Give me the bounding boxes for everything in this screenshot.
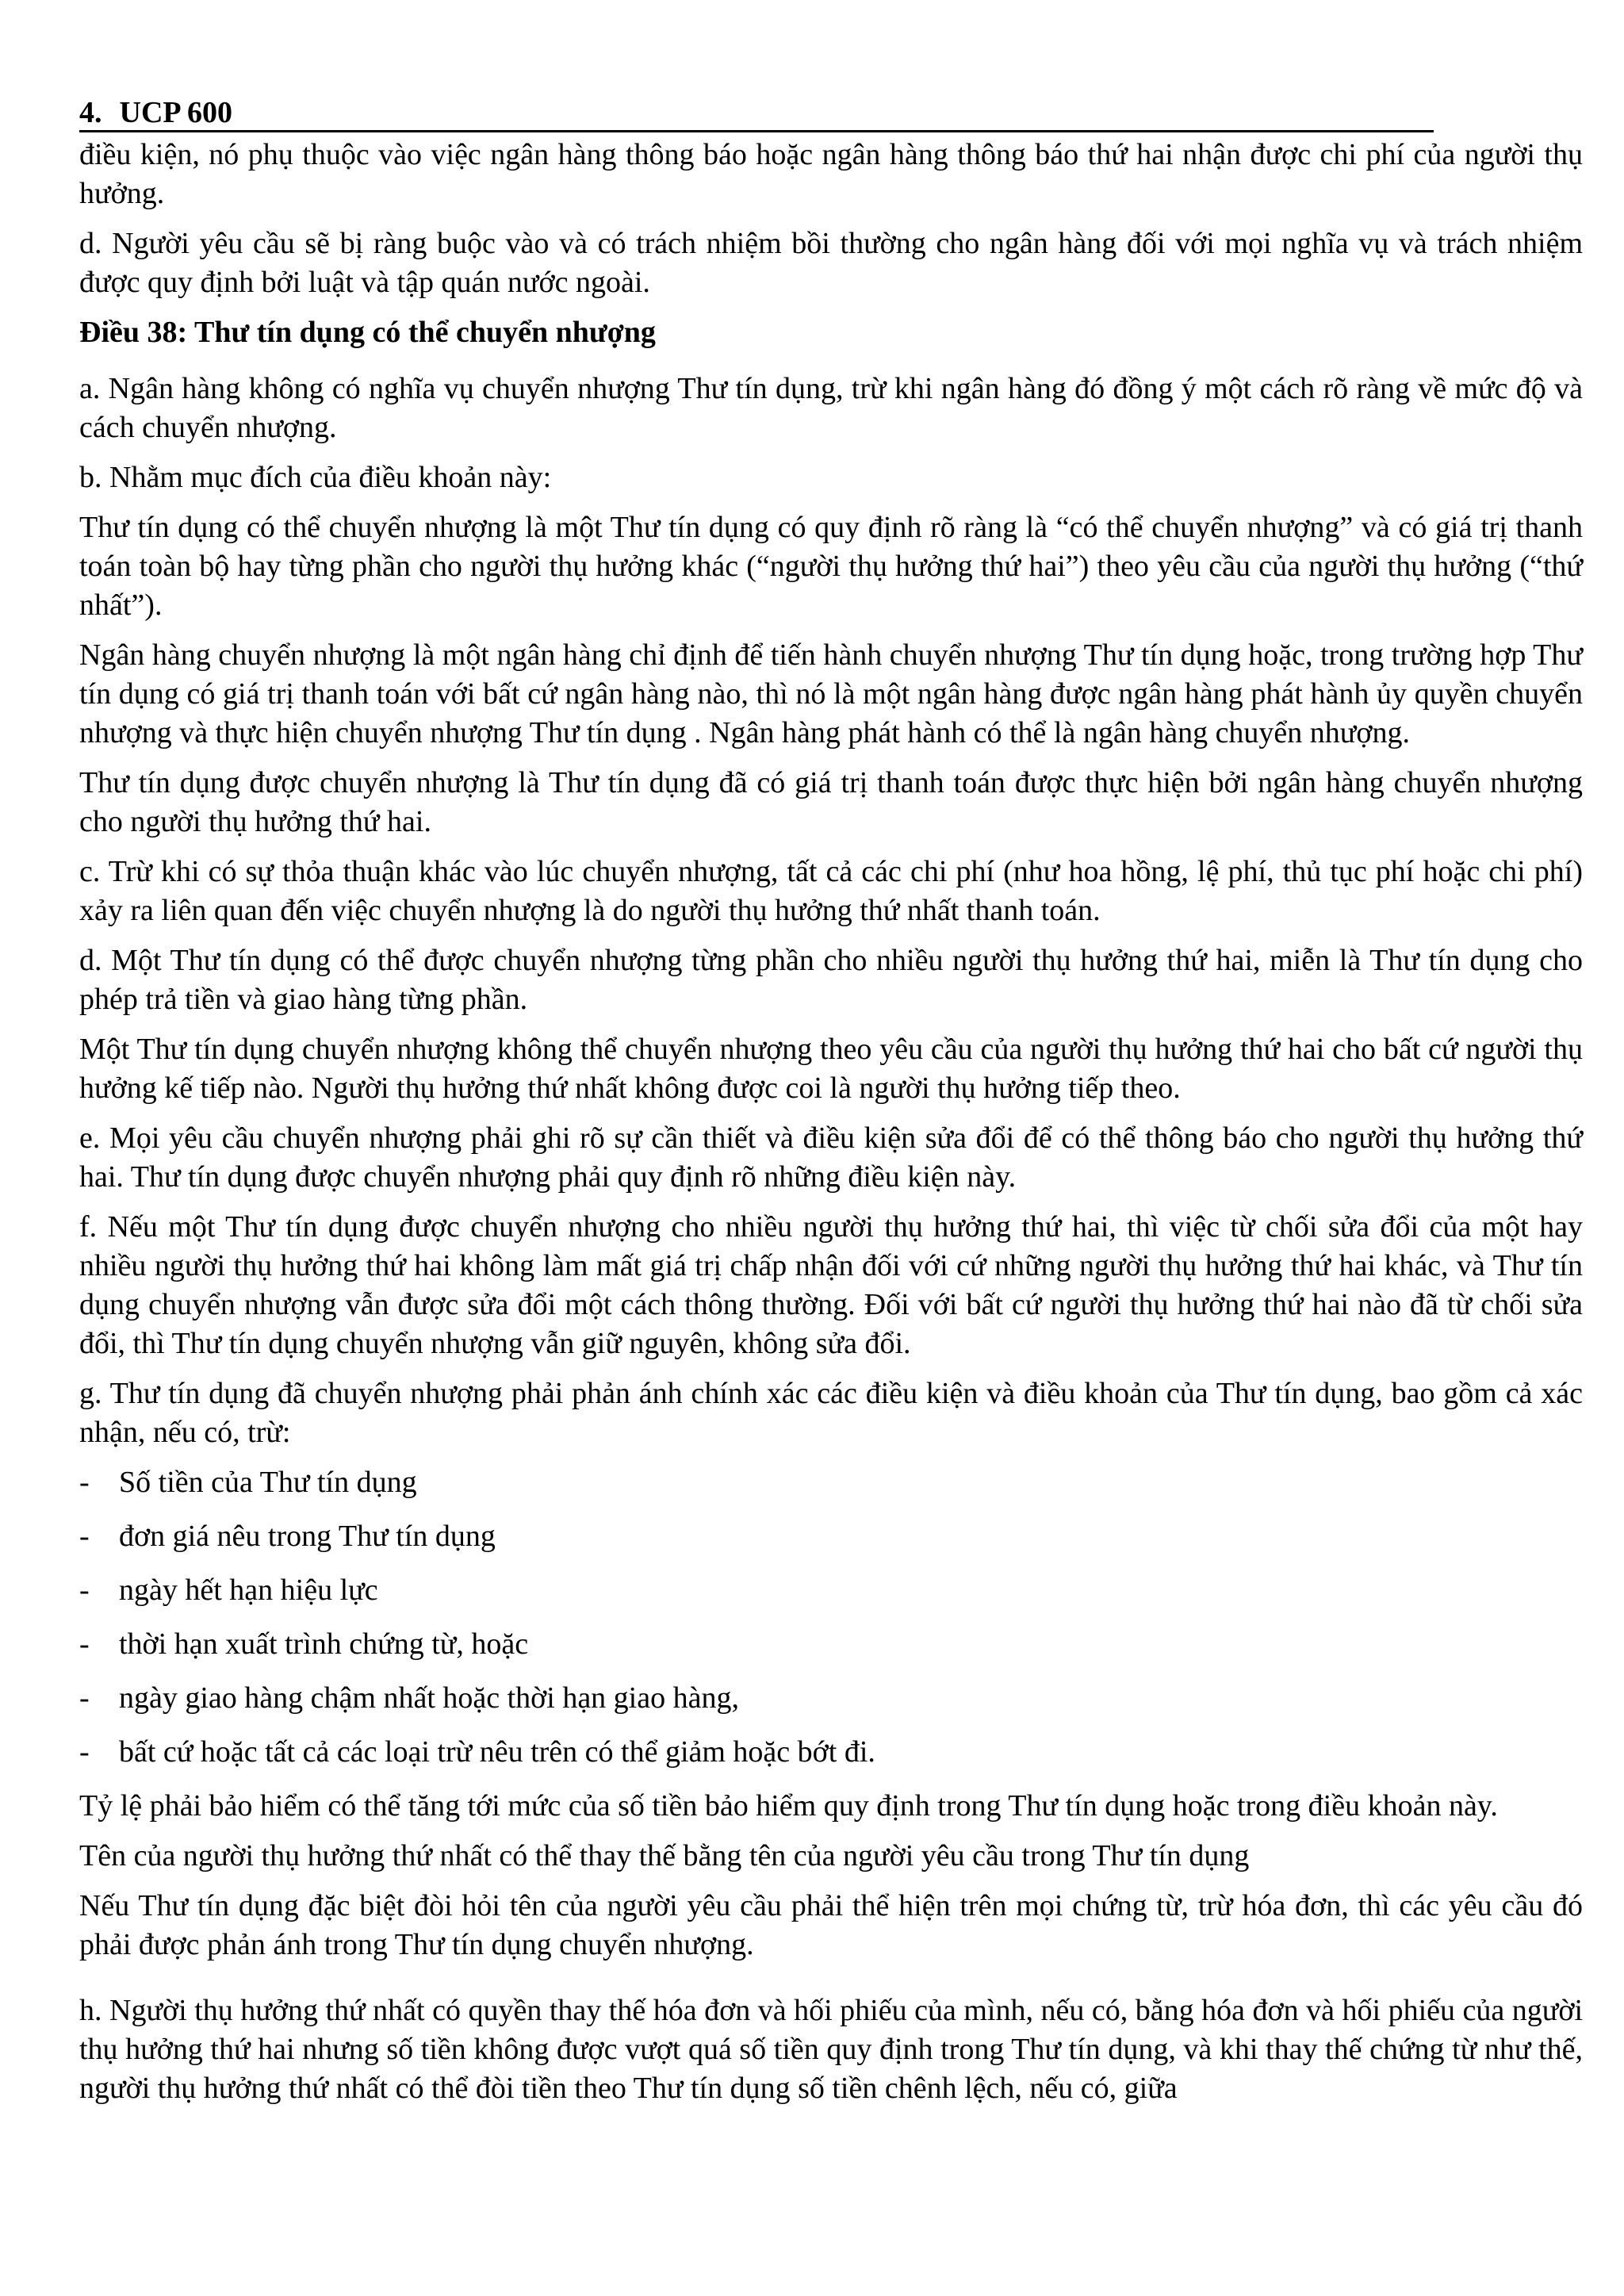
list-item: - đơn giá nêu trong Thư tín dụng — [79, 1517, 1583, 1556]
bullet-dash: - — [79, 1627, 90, 1661]
paragraph-b-definition-3: Thư tín dụng được chuyển nhượng là Thư tín dụng đã có giá trị thanh toán được thực hiện bởi ngân hàng chuyển nhượng cho người thụ hưởng thứ hai. — [79, 766, 1583, 838]
paragraph-applicant-name: Tên của người thụ hưởng thứ nhất có thể thay thế bằng tên của người yêu cầu trong Thư tín dụng — [79, 1839, 1250, 1872]
bullet-dash: - — [79, 1466, 90, 1499]
paragraph-a: a. Ngân hàng không có nghĩa vụ chuyển nhượng Thư tín dụng, trừ khi ngân hàng đó đồng ý một cách rõ ràng về mức độ và cách chuyển nhượng. — [79, 372, 1583, 444]
section-number: 4. — [79, 96, 102, 129]
continuation-paragraph: d. Người yêu cầu sẽ bị ràng buộc vào và có trách nhiệm bồi thường cho ngân hàng đối với mọi nghĩa vụ và trách nhiệm được quy định bởi luật và tập quán nước ngoài. — [79, 227, 1583, 299]
list-item: - Số tiền của Thư tín dụng — [79, 1463, 1583, 1502]
list-item: - bất cứ hoặc tất cả các loại trừ nêu trên có thể giảm hoặc bớt đi. — [79, 1733, 1583, 1772]
paragraph-g: g. Thư tín dụng đã chuyển nhượng phải phản ánh chính xác các điều kiện và điều khoản của Thư tín dụng, bao gồm cả xác nhận, nếu có, trừ: — [79, 1377, 1583, 1449]
document-page — [79, 95, 1583, 2119]
paragraph-b-definition-2: Ngân hàng chuyển nhượng là một ngân hàng chỉ định để tiến hành chuyển nhượng Thư tín dụng hoặc, trong trường hợp Thư tín dụng có giá trị thanh toán với bất cứ ngân hàng nào, thì nó là một ngân hàng được ngân hàng phát hành ủy quyền chuyển nhượng và thực hiện chuyển nhượng Thư tín dụng . Ngân hàng phát hành có thể là ngân hàng chuyển nhượng. — [79, 638, 1583, 749]
bullet-dash: - — [79, 1681, 90, 1715]
section-header — [79, 95, 1434, 132]
article-title: Điều 38: Thư tín dụng có thể chuyển nhượng — [79, 316, 656, 349]
list-item: - ngày hết hạn hiệu lực — [79, 1571, 1583, 1610]
paragraph-b: b. Nhằm mục đích của điều khoản này: — [79, 461, 552, 494]
paragraph-h: h. Người thụ hưởng thứ nhất có quyền thay thế hóa đơn và hối phiếu của mình, nếu có, bằng hóa đơn và hối phiếu của người thụ hưởng thứ hai nhưng số tiền không được vượt quá số tiền quy định trong Thư tín dụng, và khi thay thế chứng từ như thế, người thụ hưởng thứ nhất có thể đòi tiền theo Thư tín dụng số tiền chênh lệch, nếu có, giữa — [79, 1994, 1583, 2105]
paragraph-applicant-documents: Nếu Thư tín dụng đặc biệt đòi hỏi tên của người yêu cầu phải thể hiện trên mọi chứng từ, trừ hóa đơn, thì các yêu cầu đó phải được phản ánh trong Thư tín dụng chuyển nhượng. — [79, 1889, 1583, 1961]
paragraph-b-definition-1: Thư tín dụng có thể chuyển nhượng là một Thư tín dụng có quy định rõ ràng là “có thể chuyển nhượng” và có giá trị thanh toán toàn bộ hay từng phần cho người thụ hưởng khác (“người thụ hưởng thứ hai”) theo yêu cầu của người thụ hưởng (“thứ nhất”). — [79, 511, 1583, 622]
bullet-dash: - — [79, 1520, 90, 1553]
paragraph-f: f. Nếu một Thư tín dụng được chuyển nhượng cho nhiều người thụ hưởng thứ hai, thì việc từ chối sửa đổi của một hay nhiều người thụ hưởng thứ hai không làm mất giá trị chấp nhận đối với cứ những người thụ hưởng thứ hai khác, và Thư tín dụng chuyển nhượng vẫn được sửa đổi một cách thông thường. Đối với bất cứ người thụ hưởng thứ hai nào đã từ chối sửa đổi, thì Thư tín dụng chuyển nhượng vẫn giữ nguyên, không sửa đổi. — [79, 1210, 1583, 1360]
bullet-dash: - — [79, 1735, 90, 1769]
exception-list — [79, 1463, 1583, 1772]
list-item: - thời hạn xuất trình chứng từ, hoặc — [79, 1625, 1583, 1664]
list-item: - ngày giao hàng chậm nhất hoặc thời hạn giao hàng, — [79, 1679, 1583, 1718]
paragraph-c: c. Trừ khi có sự thỏa thuận khác vào lúc chuyển nhượng, tất cả các chi phí (như hoa hồng, lệ phí, thủ tục phí hoặc chi phí) xảy ra liên quan đến việc chuyển nhượng là do người thụ hưởng thứ nhất thanh toán. — [79, 855, 1583, 927]
continuation-paragraph: điều kiện, nó phụ thuộc vào việc ngân hàng thông báo hoặc ngân hàng thông báo thứ hai nhận được chi phí của người thụ hưởng. — [79, 138, 1583, 210]
paragraph-d: d. Một Thư tín dụng có thể được chuyển nhượng từng phần cho nhiều người thụ hưởng thứ hai, miễn là Thư tín dụng cho phép trả tiền và giao hàng từng phần. — [79, 944, 1583, 1016]
paragraph-d-2: Một Thư tín dụng chuyển nhượng không thể chuyển nhượng theo yêu cầu của người thụ hưởng thứ hai cho bất cứ người thụ hưởng kế tiếp nào. Người thụ hưởng thứ nhất không được coi là người thụ hưởng tiếp theo. — [79, 1033, 1583, 1105]
section-title: UCP 600 — [119, 96, 232, 129]
paragraph-insurance: Tỷ lệ phải bảo hiểm có thể tăng tới mức của số tiền bảo hiểm quy định trong Thư tín dụng hoặc trong điều khoản này. — [79, 1789, 1498, 1823]
paragraph-e: e. Mọi yêu cầu chuyển nhượng phải ghi rõ sự cần thiết và điều kiện sửa đổi để có thể thông báo cho người thụ hưởng thứ hai. Thư tín dụng được chuyển nhượng phải quy định rõ những điều kiện này. — [79, 1121, 1583, 1194]
bullet-dash: - — [79, 1573, 90, 1607]
